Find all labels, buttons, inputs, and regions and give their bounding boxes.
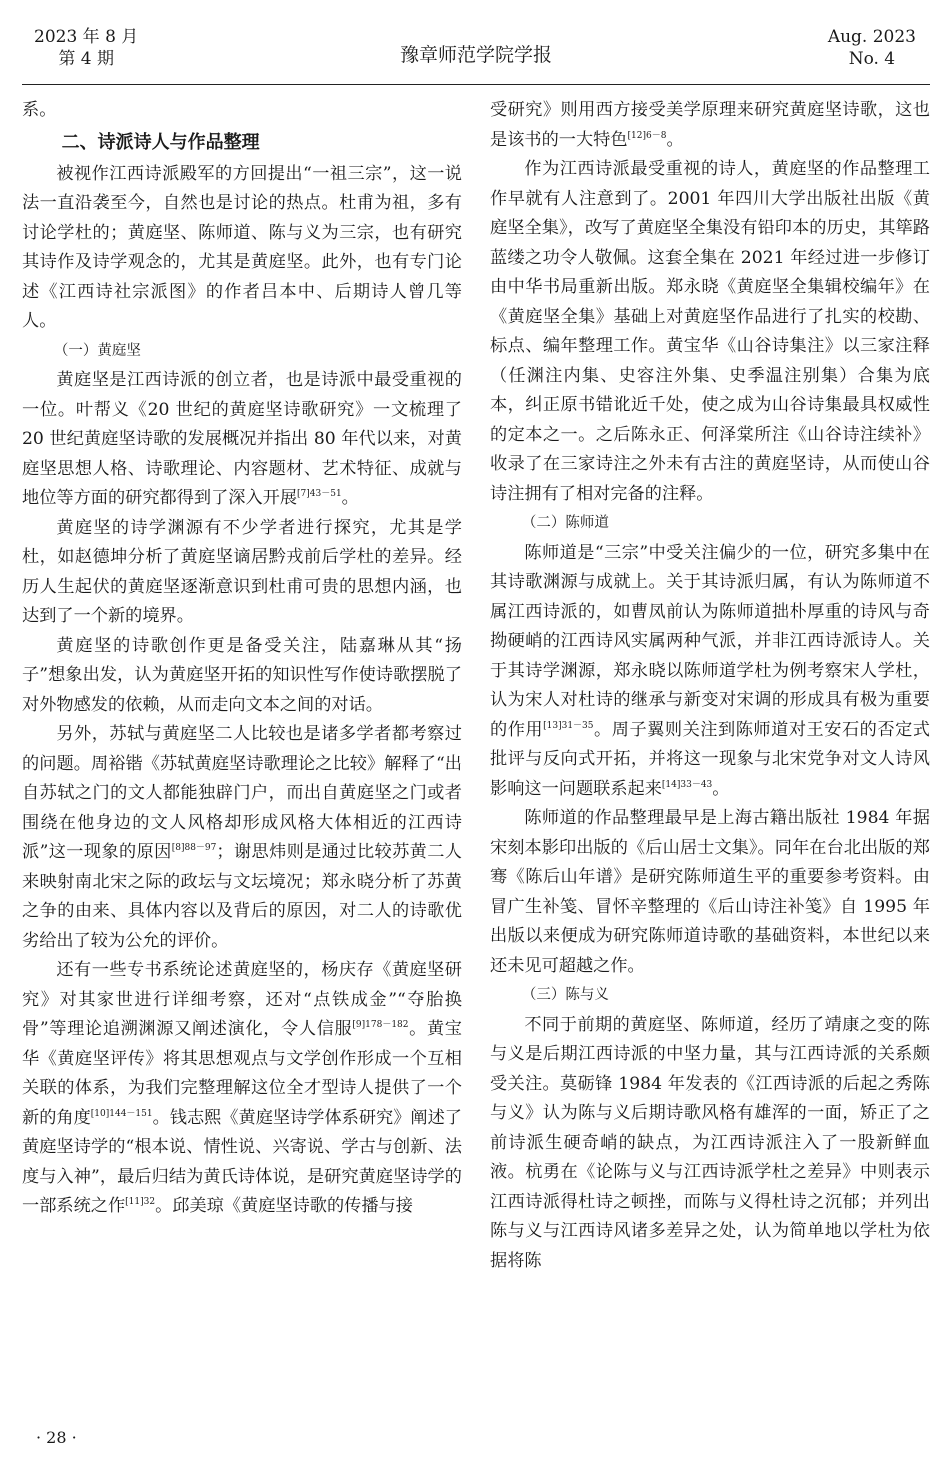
paragraph-text: 。	[666, 129, 684, 150]
citation: [13]31－35	[543, 720, 594, 731]
paragraph-text: 。钱志熙《黄庭坚诗学体系研究》阐述了黄庭坚诗学的“根本说、情性说、兴寄说、学古与创新、法度与入神”，最后归结为黄氏诗体说，是研究黄庭坚诗学的一部系统之作	[22, 1107, 462, 1216]
left-column	[22, 96, 462, 1222]
paragraph-text: 。	[341, 488, 359, 508]
paragraph: 作为江西诗派最受重视的诗人，黄庭坚的作品整理工作早就有人注意到了。2001 年四川大学出版社出版《黄庭坚全集》，改写了黄庭坚全集没有铅印本的历史，其筚路蓝缕之功令人敬佩。这套全集在 2021 年经过进一步修订由中华书局重新出版。郑永晓《黄庭坚全集辑校编年》在《黄庭坚全集》基础上对黄庭坚作品进行了扎实的校勘、标点、编年整理工作。黄宝华《山谷诗集注》以三家注释（任渊注内集、史容注外集、史季温注别集）合集为底本，纠正原书错讹近千处，使之成为山谷诗集最具权威性的定本之一。之后陈永正、何泽棠所注《山谷诗注续补》收录了在三家诗注之外未有古注的黄庭坚诗，从而使山谷诗注拥有了相对完备的注释。	[490, 159, 930, 504]
paragraph: 系。	[22, 100, 57, 120]
page-number: · 28 ·	[36, 1428, 77, 1447]
running-header	[22, 26, 930, 82]
paragraph-text: 另外，苏轼与黄庭坚二人比较也是诸多学者都考察过的问题。周裕锴《苏轼黄庭坚诗歌理论之比较》解释了“出自苏轼之门的文人都能独辟门户，而出自黄庭坚之门或者围绕在他身边的文人风格却形成风格大体相近的江西诗派”这一现象的原因	[22, 724, 462, 862]
header-date-en: Aug. 2023	[827, 27, 916, 47]
journal-title: 豫章师范学院学报	[399, 44, 552, 66]
subsection-heading: （一）黄庭坚	[53, 342, 141, 359]
paragraph: 不同于前期的黄庭坚、陈师道，经历了靖康之变的陈与义是后期江西诗派的中坚力量，其与江西诗派的关系颇受关注。莫砺锋 1984 年发表的《江西诗派的后起之秀陈与义》认为陈与义后期诗歌风格有雄浑的一面，矫正了之前诗派生硬奇峭的缺点，为江西诗派注入了一股新鲜血液。杭勇在《论陈与义与江西诗派学杜之差异》中则表示江西诗派得杜诗之顿挫，而陈与义得杜诗之沉郁；并列出陈与义与江西诗风诸多差异之处，认为简单地以学杜为依据将陈	[490, 1014, 930, 1271]
citation: [12]6－8	[627, 130, 667, 141]
paragraph-text: 。黄宝华《黄庭坚评传》将其思想观点与文学创作形成一个互相关联的体系，为我们完整理解这位全才型诗人提供了一个新的角度	[22, 1019, 462, 1128]
paragraph	[22, 720, 462, 956]
paragraph	[22, 956, 462, 1222]
paragraph	[490, 96, 930, 155]
citation: [10]144－151	[90, 1108, 153, 1119]
header-issue-en: No. 4	[848, 49, 896, 69]
paragraph-text: 。邱美琼《黄庭坚诗歌的传播与接	[155, 1196, 413, 1216]
paragraph	[490, 539, 930, 805]
right-column	[490, 96, 930, 1276]
citation: [9]178－182	[352, 1020, 409, 1030]
citation: [8]88－97	[171, 843, 217, 853]
section-heading: 二、诗派诗人与作品整理	[61, 131, 260, 153]
paragraph-text: 受研究》则用西方接受美学原理来研究黄庭坚诗歌，这也是该书的一大特色	[490, 100, 930, 150]
paragraph-text: 陈师道是“三宗”中受关注偏少的一位，研究多集中在其诗歌渊源与成就上。关于其诗派归属，有认为陈师道不属江西诗派的，如曹凤前认为陈师道拙朴厚重的诗风与奇拗硬峭的江西诗风实属两种气派，并非江西诗派诗人。关于其诗学渊源，郑永晓以陈师道学杜为例考察宋人学杜，认为宋人对杜诗的继承与新变对宋调的形成具有极为重要的作用	[490, 542, 930, 740]
paragraph: 陈师道的作品整理最早是上海古籍出版社 1984 年据宋刻本影印出版的《后山居士文集》。同年在台北出版的郑骞《陈后山年谱》是研究陈师道生平的重要参考资料。由冒广生补笺、冒怀辛整理的《后山诗注补笺》自 1995 年出版以来便成为研究陈师道诗歌的基础资料，本世纪以来还未见可超越之作。	[490, 808, 930, 976]
header-rule	[22, 84, 930, 85]
citation: [11]32	[125, 1197, 156, 1207]
subsection-heading: （二）陈师道	[521, 515, 609, 531]
paragraph: 被视作江西诗派殿军的方回提出“一祖三宗”，这一说法一直沿袭至今，自然也是讨论的热点。杜甫为祖，多有讨论学杜的；黄庭坚、陈师道、陈与义为三宗，也有研究其诗作及诗学观念的，尤其是黄庭坚。此外，也有专门论述《江西诗社宗派图》的作者吕本中、后期诗人曾几等人。	[22, 163, 462, 331]
paragraph: 黄庭坚的诗学渊源有不少学者进行探究，尤其是学杜，如赵德坤分析了黄庭坚谪居黔戎前后学杜的差异。经历人生起伏的黄庭坚逐渐意识到杜甫可贵的思想内涵，也达到了一个新的境界。	[22, 517, 462, 626]
citation: [7]43－51	[297, 489, 342, 499]
citation: [14]33－43	[661, 779, 713, 790]
paragraph-text: 还有一些专书系统论述黄庭坚的，杨庆存《黄庭坚研究》对其家世进行详细考察，还对“点铁成金”“夺胎换骨”等理论追溯渊源又阐述演化，令人信服	[22, 960, 462, 1039]
paragraph-text: ；谢思炜则是通过比较苏黄二人来映射南北宋之际的政坛与文坛境况；郑永晓分析了苏黄之争的由来、具体内容以及背后的原因，对二人的诗歌优劣给出了较为公允的评价。	[22, 842, 462, 951]
paragraph-text: 。	[712, 778, 730, 799]
header-issue-english	[828, 26, 916, 70]
header-issue: 第 4 期	[58, 49, 114, 69]
paragraph	[22, 366, 462, 514]
paragraph: 黄庭坚的诗歌创作更是备受关注，陆嘉琳从其“扬子”想象出发，认为黄庭坚开拓的知识性写作使诗歌摆脱了对外物感发的依赖，从而走向文本之间的对话。	[22, 635, 462, 715]
header-date: 2023 年 8 月	[34, 27, 139, 47]
subsection-heading: （三）陈与义	[521, 987, 609, 1003]
paragraph-text: 黄庭坚是江西诗派的创立者，也是诗派中最受重视的一位。叶帮义《20 世纪的黄庭坚诗歌研究》一文梳理了 20 世纪黄庭坚诗歌的发展概况并指出 80 年代以来，对黄庭坚思想人格、诗歌理论、内容题材、艺术特征、成就与地位等方面的研究都得到了深入开展	[22, 370, 462, 508]
paragraph-text: 。周子翼则关注到陈师道对王安石的否定式批评与反向式开拓，并将这一现象与北宋党争对文人诗风影响这一问题联系起来	[490, 719, 930, 799]
